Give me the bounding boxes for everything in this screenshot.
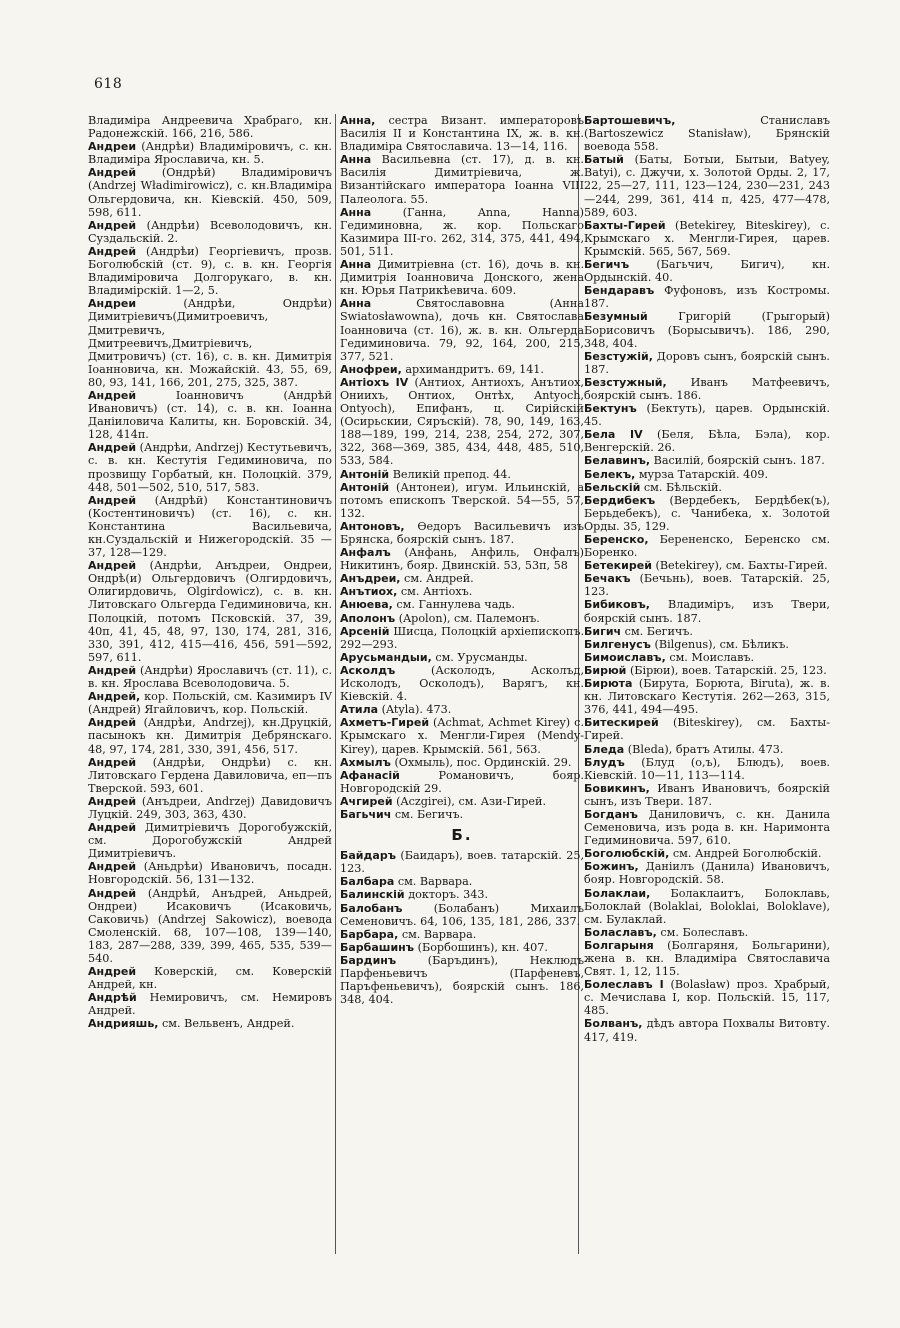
entry-text: см. Моиславъ.	[669, 650, 755, 664]
entry-text: (Андрѣи) Георгіевичъ, прозв. Боголюбскій (ст. 9), с. в. кн. Георгія Владиміровича Долгорукаго, в. кн. Владимірскій. 1—2, 5.	[88, 244, 332, 298]
entry-headword: Бирюта	[584, 677, 633, 691]
entry-headword: Андрей	[88, 794, 137, 808]
index-entry	[340, 954, 584, 1006]
index-entry	[340, 520, 584, 546]
entry-headword: Анътиох,	[340, 585, 398, 599]
entry-headword: Ахмылъ	[340, 755, 391, 769]
index-entry	[340, 585, 584, 598]
entry-headword: Андрей	[88, 716, 137, 730]
entry-text: (Баръдинъ), Неклюдъ Парфеньевичъ (Парфеневъ, Паръфеньевичъ), боярскій сынъ. 186, 348, 404.	[340, 953, 585, 1007]
entry-text: (Bolasław) проз. Храбрый, с. Мечислава I, кор. Польскій. 15, 117, 485.	[584, 978, 831, 1018]
index-entry	[88, 664, 332, 690]
entry-text: докторъ. 343.	[408, 888, 489, 902]
index-entry	[584, 258, 830, 284]
index-entry	[88, 991, 332, 1017]
entry-text: архимандритъ. 69, 141.	[405, 362, 544, 376]
entry-headword: Бендаравъ	[584, 284, 655, 298]
index-entry	[340, 664, 584, 703]
index-entry	[340, 481, 584, 520]
entry-headword: Атила	[340, 703, 379, 717]
index-entry	[584, 638, 830, 651]
entry-headword: Ахметъ-Гирей	[340, 716, 430, 730]
entry-headword: Афанасій	[340, 768, 400, 782]
index-entry	[88, 245, 332, 297]
entry-text: (Бирута, Борюта, Biruta), ж. в. кн. Литовскаго Кестутія. 262—263, 315, 376, 441, 494—495.	[584, 677, 831, 717]
index-entry	[340, 769, 584, 795]
entry-headword: Богданъ	[584, 807, 638, 821]
column-1	[88, 114, 332, 1031]
entry-headword: Анна	[340, 205, 372, 219]
entry-headword: Андреи	[88, 297, 137, 311]
entry-text: Васильевна (ст. 17), д. в. кн. Василія Димитріевича, ж. Византійскаго императора Іоанна VIII Палеолога. 55.	[340, 153, 584, 206]
entry-text: (Вердебекъ, Бердѣбек(ъ), Берьдебекъ), с. Чанибека, х. Золотой Орды. 35, 129.	[584, 493, 830, 533]
entry-headword: Анна,	[340, 114, 376, 127]
section-letter: Б.	[451, 826, 473, 845]
entry-text: (Багьчич, Бигич), кн. Ордынскій. 40.	[584, 258, 830, 285]
entry-headword: Болванъ,	[584, 1017, 643, 1031]
entry-headword: Анна	[340, 297, 372, 311]
index-entry	[88, 389, 332, 441]
column-divider-1	[335, 114, 336, 1254]
entry-headword: Анофреи,	[340, 362, 402, 376]
entry-text: Іоанновичъ (Андрѣй Ивановичъ) (ст. 14), с. в. кн. Іоанна Даніиловича Калиты, кн. Боровскій. 34, 128, 414п.	[88, 388, 332, 442]
entry-text: см. Бегичъ.	[394, 807, 464, 821]
index-entry	[584, 926, 830, 939]
entry-text: (Atyla). 473.	[381, 703, 452, 717]
index-entry	[340, 598, 584, 611]
page-number: 618	[94, 76, 123, 92]
index-entry	[584, 494, 830, 533]
index-entry	[340, 114, 584, 153]
entry-text: (Aczgirei), см. Ази-Гирей.	[396, 794, 547, 808]
entry-headword: Бела IV	[584, 428, 643, 442]
index-entry	[584, 847, 830, 860]
entry-text: (Андрѣи, Анъдреи, Ондреи, Ондрѣ(и) Ольгердовичъ (Олгирдовичъ, Олигирдовичь, Olgirdowicz), с. в. кн. Литовскаго Ольгерда Гедиминовича, кн. Полоцкій, потомъ Псковскій. 37, 39, 40п, 41, 45, 48, 97, 130, 174, 281, 316, 330, 391, 412, 415—416, 456, 591—592, 597, 611.	[88, 559, 332, 664]
entry-text: Фуфоновъ, изъ Костромы. 187.	[584, 284, 830, 311]
entry-headword: Асколдъ	[340, 663, 396, 677]
entry-text: дѣдъ автора Похвалы Витовту. 417, 419.	[584, 1017, 830, 1044]
index-entry	[88, 559, 332, 664]
entry-text: (Андрѣи, Ондрѣи) Димитріевичъ(Димитроевичъ, Дмитревичъ, Дмитреевичъ,Дмитріевичъ, Дмитровичъ) (ст. 16), с. в. кн. Димитрія Іоанновича, кн. Можайскій. 43, 55, 69, 80, 93, 141, 166, 201, 275, 325, 387.	[88, 297, 333, 389]
entry-headword: Антоній	[340, 467, 390, 481]
index-entry	[584, 572, 830, 598]
entry-headword: Андрей	[88, 860, 137, 874]
index-entry	[340, 651, 584, 664]
entry-text: (Антиох, Антиохъ, Анътиох, Ониихъ, Онтиох, Онтѣх, Antyoch, Ontyoch), Епифанъ, ц. Сирійскій (Осирьскии, Сяръскій). 78, 90, 149, 163, 188—189, 199, 214, 238, 254, 272, 307, 322, 368—369, 385, 434, 448, 485, 510, 533, 584.	[340, 375, 584, 468]
entry-headword: Андрияшь,	[88, 1017, 159, 1031]
entry-headword: Бартошевичъ,	[584, 114, 676, 127]
index-entry	[584, 1017, 830, 1043]
index-entry	[88, 795, 332, 821]
index-entry	[584, 114, 830, 153]
entry-headword: Бигич	[584, 624, 622, 638]
entry-headword: Белавинъ,	[584, 454, 651, 468]
index-entry	[340, 902, 584, 928]
index-entry	[584, 219, 830, 258]
entry-text: (Борбошинъ), кн. 407.	[417, 940, 548, 954]
entry-text: (Андрѣи, Ондрѣи) с. кн. Литовскаго Гердена Давиловича, еп—пъ Тверской. 593, 601.	[88, 755, 333, 795]
entry-headword: Бирюй	[584, 663, 627, 677]
index-entry	[88, 166, 332, 218]
entry-text: см. Варвара.	[401, 927, 477, 941]
entry-headword: Андрей	[88, 166, 137, 180]
index-entry	[340, 941, 584, 954]
entry-text: см. Болеславъ.	[660, 925, 749, 939]
index-entry	[584, 402, 830, 428]
index-entry	[584, 468, 830, 481]
index-entry	[340, 716, 584, 755]
entry-headword: Барбашинъ	[340, 940, 415, 954]
entry-headword: Безстужный,	[584, 375, 667, 389]
entry-text: (Андрѣи) Владиміровичъ, с. кн. Владиміра Ярославича, кн. 5.	[88, 140, 332, 167]
entry-headword: Андрей	[88, 663, 137, 677]
entry-text: Берененско, Беренско см. Боренко.	[584, 533, 830, 560]
entry-text: (Бечьнь), воев. Татарскій. 25, 123.	[584, 572, 830, 599]
entry-headword: Андрей	[88, 441, 137, 455]
index-entry	[88, 716, 332, 755]
entry-text: см. Варвара.	[397, 875, 473, 889]
entry-text: мурза Татарскій. 409.	[638, 467, 769, 481]
entry-text: (Баидаръ), воев. татарскій. 25, 123.	[340, 849, 585, 876]
entry-text: (Андрѣй, Анъдрей, Аньдрей, Ондреи) Исаковичъ (Исаковичь, Саковичь) (Andrzej Sakowicz), воевода Смоленскій. 68, 107—108, 139—140, 183, 287—288, 339, 399, 465, 535, 539—540.	[88, 886, 332, 965]
entry-headword: Бетекирей	[584, 559, 652, 573]
entry-headword: Анъдреи,	[340, 572, 401, 586]
entry-headword: Батый	[584, 153, 624, 167]
entry-text: (Андрѣи) Всеволодовичъ, кн. Суздальскій. 2.	[88, 218, 332, 245]
index-entry	[584, 559, 830, 572]
entry-headword: Бегичъ	[584, 258, 630, 272]
index-entry	[340, 795, 584, 808]
entry-headword: Беренско,	[584, 533, 649, 546]
entry-text: Доровъ сынъ, боярскій сынъ. 187.	[584, 349, 830, 376]
index-entry	[584, 860, 830, 886]
index-entry	[584, 310, 830, 349]
column-3	[584, 114, 830, 1044]
index-entry	[584, 350, 830, 376]
entry-text: (Беля, Бѣла, Бэла), кор. Венгерскій. 26.	[584, 428, 830, 455]
index-entry	[340, 875, 584, 888]
index-entry	[584, 376, 830, 402]
entry-text: (Антонеи), игум. Ильинскій, а потомъ епископъ Тверской. 54—55, 57, 132.	[340, 480, 584, 520]
entry-text: см. Андрей.	[404, 572, 474, 586]
entry-text: (Андрѣи, Andrzej), кн.Друцкій, пасынокъ кн. Димитрія Дебрянскаго. 48, 97, 174, 281, 330, 391, 456, 517.	[88, 716, 332, 756]
index-entry	[340, 928, 584, 941]
index-entry	[88, 219, 332, 245]
entry-text: (Болабанъ) Михаилъ Семеновичъ. 64, 106, 135, 181, 286, 337.	[340, 901, 584, 928]
index-entry	[340, 206, 584, 258]
entry-text: (Охмыль), пос. Ординскій. 29.	[394, 755, 572, 769]
index-entry	[584, 808, 830, 847]
index-entry	[88, 140, 332, 166]
index-entry	[584, 428, 830, 454]
entry-headword: Безумный	[584, 310, 648, 324]
entry-headword: Бимоиславъ,	[584, 650, 666, 664]
entry-text: сестра Визант. императоровъ Василія II и Константина IX, ж. в. кн. Владиміра Святославича. 13—14, 116.	[340, 114, 584, 154]
entry-text: (Болгаряня, Больгарини), жена в. кн. Владиміра Святославича Свят. 1, 12, 115.	[584, 938, 830, 979]
entry-text: см. Ганнулева чадь.	[396, 598, 515, 612]
entry-headword: Белекъ,	[584, 467, 636, 481]
index-entry	[88, 114, 332, 140]
entry-headword: Антоній	[340, 480, 390, 494]
index-entry	[88, 756, 332, 795]
entry-text: (Bleda), братъ Атилы. 473.	[627, 742, 784, 756]
index-entry	[88, 441, 332, 493]
index-entry	[584, 978, 830, 1017]
entry-headword: Антіохъ IV	[340, 375, 409, 389]
entry-headword: Андрей	[88, 493, 137, 507]
index-entry	[88, 690, 332, 716]
entry-text: Димитріевна (ст. 16), дочь в. кн. Димитрія Іоанновича Донского, жена кн. Юрья Патрикѣевича. 609.	[340, 258, 585, 298]
entry-headword: Бардинъ	[340, 953, 397, 967]
entry-text: Шисца, Полоцкій архіепископъ. 292—293.	[340, 624, 584, 651]
index-entry	[340, 468, 584, 481]
entry-headword: Багьчич	[340, 807, 392, 821]
entry-text: (Асколодъ, Асколъд, Исколодъ, Осколодъ), Варягъ, кн. Кіевскій. 4.	[340, 663, 584, 704]
index-entry	[88, 887, 332, 966]
index-entry	[88, 1017, 332, 1030]
entry-headword: Бахты-Гирей	[584, 218, 666, 232]
entry-headword: Бибиковъ,	[584, 598, 650, 612]
entry-text: Романовичъ, бояр. Новгородскій 29.	[340, 768, 584, 795]
entry-text: Великій препод. 44.	[392, 467, 511, 481]
entry-text: Даниловичъ, с. кн. Данила Семеновича, изъ рода в. кн. Наримонта Гедиминовича. 597, 610.	[584, 807, 830, 848]
column-2	[340, 114, 584, 1006]
index-entry	[584, 782, 830, 808]
entry-headword: Безстужій,	[584, 349, 653, 363]
entry-text: (Андрѣй) Константиновичъ (Костентиновичъ) (ст. 16), с. кн. Константина Васильевича, кн.Суздальскій и Нижегородскій. 35 — 37, 128—129.	[88, 493, 332, 560]
entry-headword: Андрей	[88, 965, 137, 979]
entry-text: (Ондрѣй) Владиміровичъ (Andrzej Władimirowicz), с. кн.Владиміра Ольгердовича, кн. Кіевскій. 450, 509, 598, 611.	[88, 166, 332, 219]
entry-headword: Аполонъ	[340, 611, 396, 625]
entry-text: (Анфань, Анфиль, Онфалъ) Никитинъ, бояр. Двинскій. 53, 53п, 58	[340, 546, 584, 573]
index-entry	[340, 612, 584, 625]
index-entry	[584, 533, 830, 559]
entry-text: (Андрѣи, Andrzej) Кестутьевичъ, с. в. кн. Кестутія Гедиминовича, по прозвищу Горбатый, кн. Полоцкій. 379, 448, 501—502, 510, 517, 583.	[88, 441, 333, 494]
entry-headword: Билгенусъ	[584, 637, 651, 651]
index-entry	[340, 363, 584, 376]
entry-text: (Bilgenus), см. Бѣликъ.	[654, 637, 789, 651]
index-entry	[340, 703, 584, 716]
index-entry	[584, 743, 830, 756]
entry-headword: Барбара,	[340, 927, 399, 941]
entry-text: Станиславъ (Bartoszewicz Stanisław), Брянскій воевода 558.	[584, 114, 830, 154]
entry-text: Немировичъ, см. Немировъ Андрей.	[88, 991, 332, 1018]
entry-text: (Apolon), см. Палемонъ.	[398, 611, 540, 625]
entry-text: кор. Польскій, см. Казимиръ IV (Андрей) Ягайловичъ, кор. Польскій.	[88, 690, 332, 717]
entry-text: (Бектуть), царев. Ордынскій. 45.	[584, 402, 830, 429]
index-entry	[584, 153, 830, 218]
entry-headword: Андрей	[88, 218, 137, 232]
entry-headword: Божинъ,	[584, 860, 639, 874]
entry-headword: Андрей	[88, 244, 137, 258]
entry-text: (Biteskirey), см. Бахты-Гирей.	[584, 716, 830, 743]
entry-headword: Анюева,	[340, 598, 393, 612]
entry-text: Даніилъ (Данила) Ивановичъ, бояр. Новгородскій. 58.	[584, 860, 830, 887]
entry-text: см. Бѣльскій.	[643, 480, 722, 494]
entry-headword: Бечакъ	[584, 572, 631, 586]
entry-headword: Болеславъ I	[584, 978, 664, 992]
entry-headword: Бовикинъ,	[584, 781, 650, 795]
entry-text: (Betekirey), см. Бахты-Гирей.	[655, 559, 828, 573]
index-entry	[340, 888, 584, 901]
entry-headword: Бектунъ	[584, 402, 637, 416]
entry-text: см. Вельвенъ, Андрей.	[162, 1017, 295, 1031]
entry-headword: Анна	[340, 153, 372, 167]
entry-headword: Анна	[340, 258, 372, 272]
index-entry	[584, 284, 830, 310]
entry-headword: Бледа	[584, 742, 625, 756]
index-entry	[340, 808, 584, 821]
entry-headword: Болгарыня	[584, 938, 654, 952]
entry-text: Святославовна (Анна Swiatosławowna), дочь кн. Святослава Іоанновича (ст. 16), ж. в. кн. Ольгерда Гедиминовича. 79, 92, 164, 200, 215, 377, 521.	[340, 297, 584, 363]
entry-headword: Антоновъ,	[340, 519, 405, 533]
index-entry	[584, 716, 830, 742]
index-entry	[584, 481, 830, 494]
index-entry	[340, 546, 584, 572]
index-entry	[584, 625, 830, 638]
index-entry	[584, 756, 830, 782]
entry-text: (Блуд (о,ъ), Блюдъ), воев. Кіевскій. 10—11, 113—114.	[584, 755, 830, 782]
index-entry	[88, 860, 332, 886]
entry-headword: Анфалъ	[340, 546, 391, 560]
entry-headword: Андрѣй	[88, 991, 137, 1005]
entry-text: Василій, боярскій сынъ. 187.	[653, 454, 825, 468]
index-entry	[584, 887, 830, 926]
entry-text: (Achmat, Achmet Kirey) с. Крымскаго х. Менгли-Гирея (Mendy-Kirey), царев. Крымскій. 561, 563.	[340, 716, 584, 756]
entry-headword: Балобанъ	[340, 901, 403, 915]
entry-headword: Боголюбскій,	[584, 847, 670, 861]
index-entry	[340, 756, 584, 769]
entry-text: (Андрѣи) Ярославичъ (ст. 11), с. в. кн. Ярослава Всеволодовича. 5.	[88, 663, 332, 691]
entry-headword: Балбара	[340, 875, 395, 889]
index-entry	[88, 494, 332, 559]
entry-text: Димитріевичъ Дорогобужскій, см. Дорогобужскій Андрей Димитріевичъ.	[88, 821, 333, 861]
entry-text: см. Антіохъ.	[400, 585, 473, 599]
index-entry	[584, 677, 830, 716]
index-entry	[340, 297, 584, 362]
index-entry	[340, 572, 584, 585]
entry-text: см. Бегичъ.	[624, 624, 693, 638]
index-entry	[340, 625, 584, 651]
entry-text: см. Андрей Боголюбскій.	[672, 847, 822, 861]
entry-text: (Бірюи), воев. Татарскій. 25, 123.	[629, 663, 827, 677]
entry-text: Владиміра Андреевича Храбраго, кн. Радонежскій. 166, 216, 586.	[88, 114, 332, 141]
entry-headword: Бердибекъ	[584, 493, 656, 507]
entry-headword: Байдаръ	[340, 849, 396, 863]
entry-headword: Арсеній	[340, 624, 390, 638]
entry-headword: Андреи	[88, 140, 137, 154]
index-entry	[584, 454, 830, 467]
entry-headword: Арусьмандыи,	[340, 650, 432, 664]
index-entry	[340, 153, 584, 205]
entry-text: Иванъ Матфеевичъ, боярскій сынъ. 186.	[584, 375, 830, 402]
entry-text: (Анъдреи, Andrzej) Давидовичъ Луцкій. 249, 303, 363, 430.	[88, 794, 332, 821]
index-entry	[340, 849, 584, 875]
entry-text: (Баты, Ботыи, Бытыи, Batyey, Batyi), с. Джучи, х. Золотой Орды. 2, 17, 22, 25—27, 111, 123—124, 230—231, 243—244, 299, 361, 414 п, 425, 477—478, 589, 603.	[584, 153, 830, 219]
entry-headword: Болаклаи,	[584, 886, 651, 900]
entry-headword: Блудъ	[584, 755, 625, 769]
entry-text: (Ганна, Anna, Hanna) Гедиминовна, ж. кор. Польскаго Казимира III-го. 262, 314, 375, 441, 494, 501, 511.	[340, 205, 584, 258]
entry-text: (Betekirey, Biteskirey), с. Крымскаго х. Менгли-Гирея, царев. Крымскій. 565, 567, 569.	[584, 218, 830, 258]
entry-text: Болаклаитъ, Болоклавь, Болоклай (Bolaklai, Boloklai, Boloklave), см. Булаклай.	[584, 886, 830, 926]
index-entry	[88, 297, 332, 389]
entry-text: (Аньдрѣи) Ивановичъ, посадн. Новгородскій. 56, 131—132.	[88, 860, 332, 887]
entry-headword: Балинскій	[340, 888, 405, 902]
index-entry	[88, 965, 332, 991]
index-entry	[340, 376, 584, 468]
entry-text: см. Урусманды.	[435, 650, 528, 664]
entry-headword: Андрей	[88, 821, 137, 835]
index-entry	[584, 598, 830, 624]
entry-headword: Андрей	[88, 755, 137, 769]
index-entry	[584, 939, 830, 978]
entry-headword: Болаславъ,	[584, 925, 657, 939]
index-entry	[88, 821, 332, 860]
entry-headword: Бельскій	[584, 480, 641, 494]
entry-headword: Андрей	[88, 886, 137, 900]
entry-text: Владиміръ, изъ Твери, боярскій сынъ. 187.	[584, 598, 830, 625]
entry-text: Коверскій, см. Коверскій Андрей, кн.	[88, 965, 332, 992]
entry-headword: Битескирей	[584, 716, 659, 730]
index-entry	[584, 651, 830, 664]
index-entry	[340, 258, 584, 297]
index-entry	[584, 664, 830, 677]
entry-headword: Андрей	[88, 559, 137, 573]
entry-headword: Андрей,	[88, 690, 141, 704]
entry-text: Григорій (Грыгорый) Борисовичъ (Борысывичъ). 186, 290, 348, 404.	[584, 310, 831, 350]
entry-text: Өедоръ Васильевичъ изъ Брянска, боярскій сынъ. 187.	[340, 519, 585, 546]
entry-text: Иванъ Ивановичъ, боярскій сынъ, изъ Твери. 187.	[584, 781, 831, 808]
entry-headword: Андрей	[88, 388, 137, 402]
entry-headword: Ачгирей	[340, 794, 393, 808]
